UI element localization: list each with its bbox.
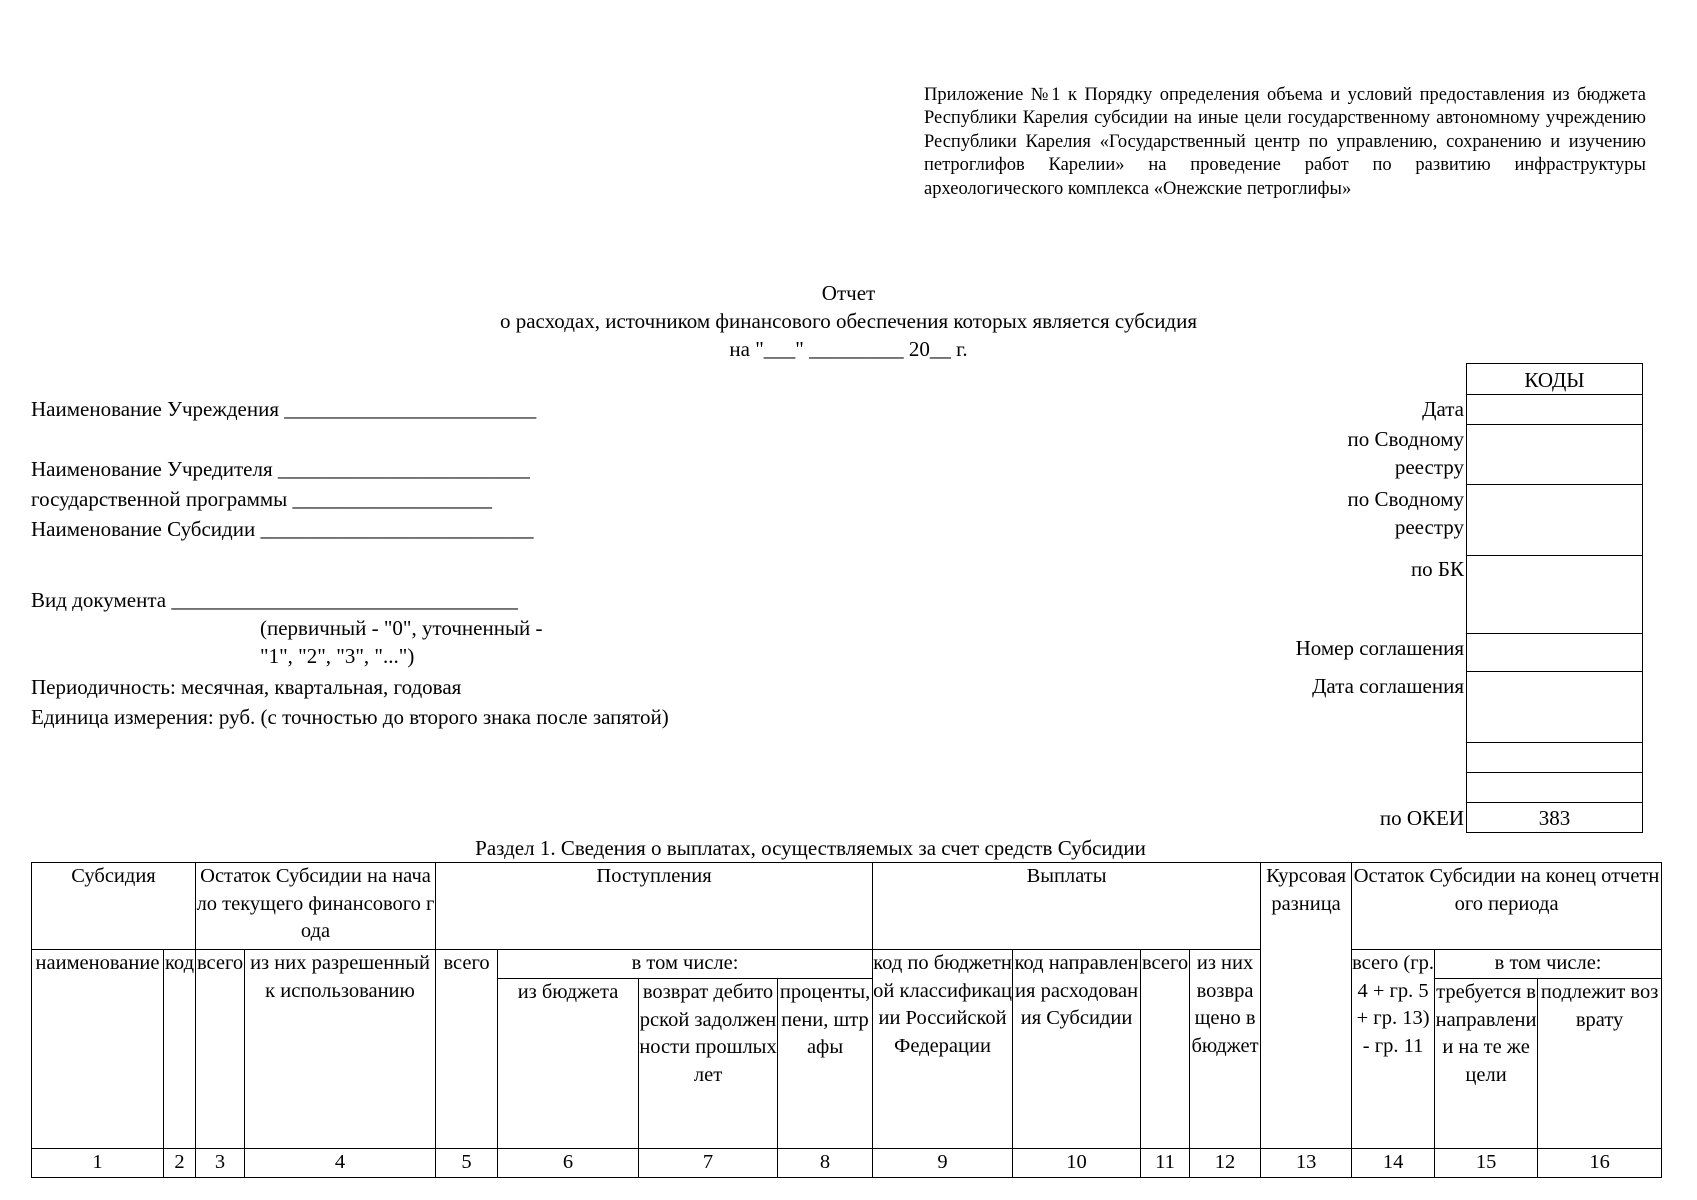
subsidy-header: Субсидия [32, 863, 196, 950]
column-number: 3 [196, 1149, 245, 1178]
interest-header: проценты, пени, штрафы [778, 979, 873, 1149]
code-date-cell [1466, 394, 1643, 425]
balance-end-header: Остаток Субсидии на конец отчетного периода [1352, 863, 1662, 950]
end-total-header: всего (гр. 4 + гр. 5 + гр. 13) - гр. 11 [1352, 950, 1435, 1149]
column-number: 11 [1141, 1149, 1190, 1178]
report-title: Отчет [821, 281, 876, 305]
doc-type-field: Вид документа _________________________________ [31, 588, 518, 612]
returned-header: из них возвращено в бюджет [1190, 950, 1261, 1149]
column-number: 5 [436, 1149, 498, 1178]
codes-header: КОДЫ [1466, 363, 1643, 395]
column-number: 14 [1352, 1149, 1435, 1178]
column-number: 15 [1435, 1149, 1538, 1178]
periodicity-field: Периодичность: месячная, квартальная, годовая [31, 675, 462, 699]
code-registry2-cell [1466, 484, 1643, 556]
code-agreement-number-cell [1466, 633, 1643, 672]
column-number: 16 [1538, 1149, 1662, 1178]
receivables-header: возврат дебиторской задолженности прошлых лет [639, 979, 778, 1149]
column-number: 13 [1261, 1149, 1352, 1178]
receipts-header: Поступления [436, 863, 873, 950]
okei-label: по ОКЕИ [1379, 806, 1464, 830]
payments-total-header: всего [1141, 950, 1190, 1149]
column-number: 2 [164, 1149, 196, 1178]
institution-field: Наименование Учреждения ________________________ [31, 397, 537, 421]
required-header: требуется в направлении на те же цели [1435, 979, 1538, 1149]
okei-value: 383 [1466, 802, 1643, 833]
end-including-header: в том числе: [1435, 950, 1662, 979]
registry2-label-2: реестру [1394, 515, 1464, 539]
column-number: 1 [32, 1149, 164, 1178]
code-agreement-date-cell [1466, 671, 1643, 743]
kbk-header: код по бюджетной классификации Российской Федерации [873, 950, 1013, 1149]
balance-total-header: всего [196, 950, 245, 1149]
doc-type-note: (первичный - "0", уточненный - [260, 616, 543, 640]
name-header: наименование [32, 950, 164, 1149]
unit-field: Единица измерения: руб. (с точностью до второго знака после запятой) [31, 705, 669, 729]
receipts-including-header: в том числе: [498, 950, 873, 979]
code-extra-cell [1466, 742, 1643, 773]
founder-field: Наименование Учредителя ________________________ [31, 457, 530, 481]
registry-label: по Сводному [1347, 427, 1464, 451]
code-bk-cell [1466, 555, 1643, 634]
from-budget-header: из бюджета [498, 979, 639, 1149]
registry-label-2: реестру [1394, 455, 1464, 479]
receipts-total-header: всего [436, 950, 498, 1149]
column-number: 6 [498, 1149, 639, 1178]
exchange-difference-header: Курсовая разница [1261, 863, 1352, 1149]
agreement-date-label: Дата соглашения [1312, 674, 1464, 698]
doc-type-note-2: "1", "2", "3", "...") [260, 644, 415, 668]
payments-table [31, 862, 1662, 1178]
column-number: 4 [245, 1149, 436, 1178]
report-subtitle: о расходах, источником финансового обеспечения которых является субсидия [499, 309, 1198, 333]
subsidy-field: Наименование Субсидии __________________________ [31, 517, 534, 541]
bk-label: по БК [1410, 557, 1464, 581]
column-number: 10 [1013, 1149, 1141, 1178]
appendix-note: Приложение №1 к Порядку определения объема и условий предоставления из бюджета Республики Карелия субсидии на иные цели государственному автономному учреждению Республики Карелия «Государственный центр по управлению, сохранению и изучению петроглифов Карелии» на проведение работ по развитию инфраструктуры археологического комплекса «Онежские петроглифы» [924, 85, 1646, 199]
section-title: Раздел 1. Сведения о выплатах, осуществляемых за счет средств Субсидии [475, 836, 1146, 860]
code-extra-cell-2 [1466, 772, 1643, 803]
column-number: 7 [639, 1149, 778, 1178]
agreement-number-label: Номер соглашения [1295, 636, 1464, 660]
payments-header: Выплаты [873, 863, 1261, 950]
balance-start-header: Остаток Субсидии на начало текущего финансового года [196, 863, 436, 950]
code-registry-cell [1466, 424, 1643, 485]
to-return-header: подлежит возврату [1538, 979, 1662, 1149]
code-header: код [164, 950, 196, 1149]
column-number: 9 [873, 1149, 1013, 1178]
column-number: 8 [778, 1149, 873, 1178]
column-number: 12 [1190, 1149, 1261, 1178]
allowed-header: из них разрешенный к использованию [245, 950, 436, 1149]
direction-code-header: код направления расходования Субсидии [1013, 950, 1141, 1149]
program-field: государственной программы ___________________ [31, 487, 493, 511]
report-date-line: на "___" _________ 20__ г. [729, 337, 968, 361]
date-label: Дата [1422, 397, 1464, 421]
registry2-label: по Сводному [1347, 487, 1464, 511]
